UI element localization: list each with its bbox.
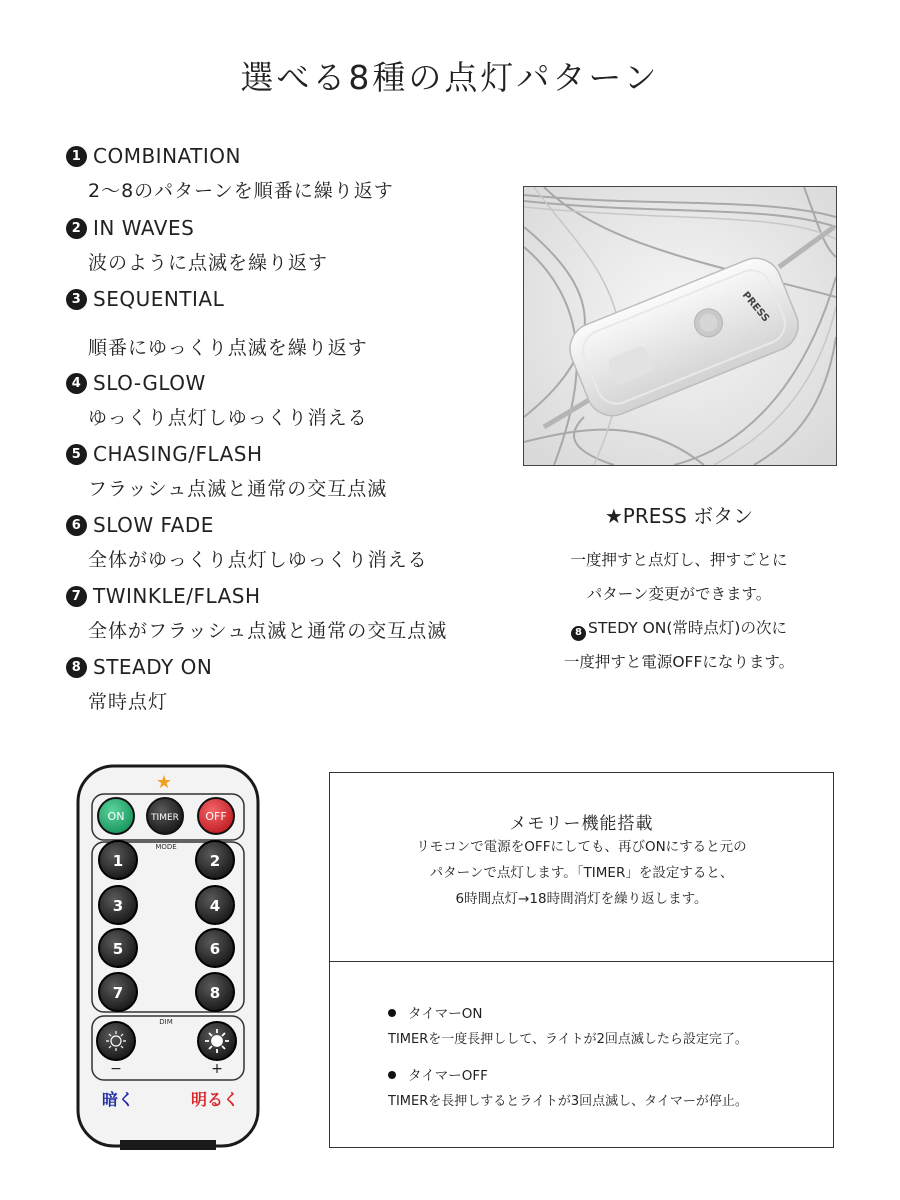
remote-illustration xyxy=(60,760,280,1160)
pattern-name: STEADY ON xyxy=(93,655,213,679)
pattern-description: 全体がゆっくり点灯しゆっくり消える xyxy=(88,549,428,571)
press-button-info xyxy=(523,500,835,679)
key-label: 4 xyxy=(209,897,221,915)
controller-illustration xyxy=(524,187,836,465)
timer-label: TIMER xyxy=(151,813,179,823)
remote-control xyxy=(60,760,280,1160)
dark-label: 暗く xyxy=(101,1090,135,1109)
dim-label: DIM xyxy=(159,1018,173,1026)
bright-label: 明るく xyxy=(190,1090,240,1109)
bullet-icon xyxy=(388,1009,396,1017)
pattern-name: SLO-GLOW xyxy=(93,371,206,395)
number-badge: 8 xyxy=(571,626,586,641)
press-title: ★PRESS ボタン xyxy=(604,504,754,528)
pattern-name: SEQUENTIAL xyxy=(93,287,225,311)
timer-on-description: TIMERを一度長押しして、ライトが2回点滅したら設定完了。 xyxy=(388,1032,748,1047)
pattern-item-6 xyxy=(66,513,428,572)
pattern-description: 2〜8のパターンを順番に繰り返す xyxy=(88,180,394,202)
pattern-item-4 xyxy=(66,371,368,430)
pattern-description: 波のように点滅を繰り返す xyxy=(88,252,329,274)
press-label: PRESS xyxy=(739,289,772,325)
key-label: 7 xyxy=(112,984,124,1002)
timer-on-text: タイマーON xyxy=(408,1006,483,1022)
pattern-item-7 xyxy=(66,584,447,643)
pattern-name: SLOW FADE xyxy=(93,513,214,537)
memory-top-section xyxy=(330,773,833,962)
number-badge: 2 xyxy=(66,218,87,239)
press-line-text: STEDY ON(常時点灯)の次に xyxy=(588,619,787,637)
mode-label: MODE xyxy=(155,843,177,851)
key-label: 2 xyxy=(209,852,221,870)
bullet-icon xyxy=(388,1071,396,1079)
minus-label: − xyxy=(110,1061,122,1077)
number-badge: 8 xyxy=(66,657,87,678)
number-badge: 4 xyxy=(66,373,87,394)
pattern-name: COMBINATION xyxy=(93,144,241,168)
key-label: 3 xyxy=(112,897,124,915)
pattern-description: 全体がフラッシュ点滅と通常の交互点滅 xyxy=(88,620,448,642)
press-line: パターン変更ができます。 xyxy=(586,585,772,603)
memory-line: パターンで点灯します。「TIMER」を設定すると、 xyxy=(429,865,734,881)
key-label: 6 xyxy=(209,940,221,958)
key-label: 1 xyxy=(112,852,124,870)
number-badge: 7 xyxy=(66,586,87,607)
number-badge: 1 xyxy=(66,146,87,167)
timer-on-heading xyxy=(388,1002,482,1022)
pattern-description: ゆっくり点灯しゆっくり消える xyxy=(88,407,368,429)
timer-off-heading xyxy=(388,1064,488,1084)
press-line xyxy=(523,611,835,645)
plus-label: + xyxy=(211,1061,223,1077)
number-badge: 5 xyxy=(66,444,87,465)
controller-photo xyxy=(523,186,837,466)
pattern-item-5 xyxy=(66,442,387,501)
pattern-item-3 xyxy=(66,287,368,360)
memory-info-box xyxy=(329,772,834,1148)
number-badge: 3 xyxy=(66,289,87,310)
pattern-description: フラッシュ点滅と通常の交互点滅 xyxy=(88,478,388,500)
pattern-item-8 xyxy=(66,655,212,714)
key-label: 8 xyxy=(209,984,221,1002)
off-label: OFF xyxy=(205,810,227,823)
press-line: 一度押すと電源OFFになります。 xyxy=(563,653,795,671)
memory-line: リモコンで電源をOFFにしても、再びONにすると元の xyxy=(416,839,747,855)
on-label: ON xyxy=(107,810,125,823)
memory-line: 6時間点灯→18時間消灯を繰り返します。 xyxy=(455,891,708,907)
pattern-item-2 xyxy=(66,216,328,275)
pattern-item-1 xyxy=(66,144,394,203)
dim-down-button[interactable] xyxy=(97,1022,135,1060)
timer-off-text: タイマーOFF xyxy=(408,1068,488,1084)
timer-off-description: TIMERを長押しするとライトが3回点滅し、タイマーが停止。 xyxy=(388,1094,748,1109)
press-line: 一度押すと点灯し、押すごとに xyxy=(570,551,788,569)
number-badge: 6 xyxy=(66,515,87,536)
page-title: 選べる8種の点灯パターン xyxy=(240,58,660,97)
star-icon: ★ xyxy=(155,772,173,793)
pattern-name: CHASING/FLASH xyxy=(93,442,263,466)
pattern-name: TWINKLE/FLASH xyxy=(93,584,261,608)
pattern-description: 常時点灯 xyxy=(88,691,169,713)
pattern-description: 順番にゆっくり点滅を繰り返す xyxy=(88,337,368,359)
key-label: 5 xyxy=(112,940,124,958)
memory-title: メモリー機能搭載 xyxy=(509,814,654,834)
pattern-name: IN WAVES xyxy=(93,216,195,240)
